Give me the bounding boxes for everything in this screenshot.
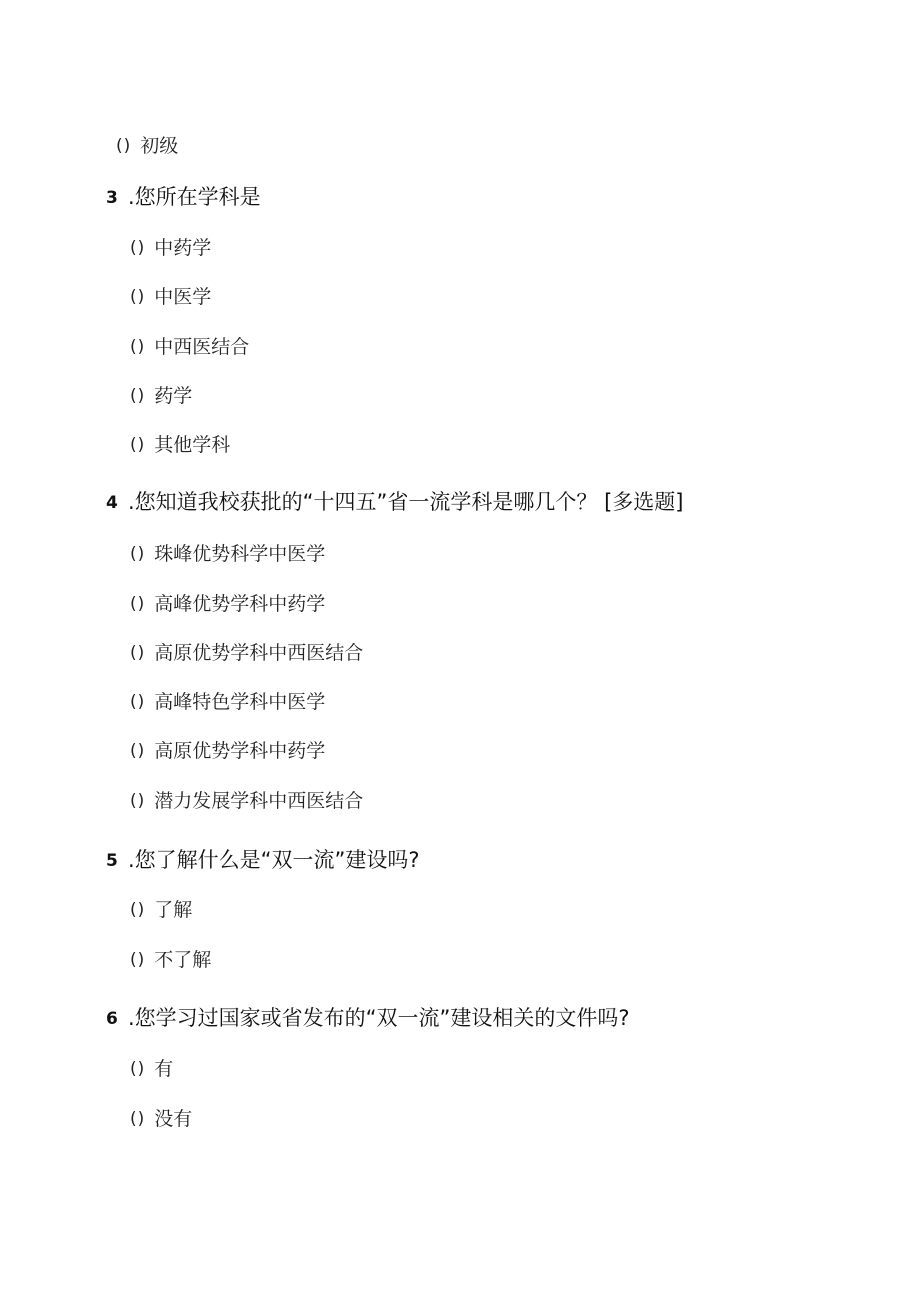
option-q4-3[interactable] (130, 644, 363, 663)
option-label: 高峰特色学科中医学 (154, 691, 326, 713)
option-label: 有 (154, 1058, 174, 1080)
option-q4-5[interactable] (130, 742, 325, 761)
option-checkbox[interactable]: () (130, 791, 146, 811)
option-checkbox[interactable]: () (130, 544, 146, 564)
option-checkbox[interactable]: () (130, 287, 146, 307)
option-checkbox[interactable]: () (130, 238, 146, 258)
option-checkbox[interactable]: () (130, 1059, 146, 1079)
question-5 (106, 850, 420, 871)
option-checkbox[interactable]: () (130, 1109, 146, 1129)
question-text: .您所在学科是 (128, 185, 261, 209)
option-zhongyixue[interactable] (130, 288, 211, 307)
option-checkbox[interactable]: () (130, 337, 146, 357)
option-zhongxiyi[interactable] (130, 338, 249, 357)
option-checkbox[interactable]: () (116, 136, 132, 156)
option-label: 了解 (154, 899, 193, 921)
option-label: 中医学 (154, 286, 212, 308)
option-label: 其他学科 (154, 434, 231, 456)
option-q4-6[interactable] (130, 792, 363, 811)
option-label: 珠峰优势科学中医学 (154, 543, 326, 565)
question-number: 5 (106, 851, 118, 871)
option-checkbox[interactable]: () (130, 643, 146, 663)
question-4 (106, 492, 684, 513)
option-checkbox[interactable]: () (130, 900, 146, 920)
option-zhongyaoxue[interactable] (130, 239, 211, 258)
option-label: 高峰优势学科中药学 (154, 593, 326, 615)
option-checkbox[interactable]: () (130, 692, 146, 712)
option-yaoxue[interactable] (130, 387, 192, 406)
question-number: 3 (106, 188, 118, 208)
option-q4-4[interactable] (130, 693, 325, 712)
option-label: 没有 (154, 1108, 193, 1130)
option-checkbox[interactable]: () (130, 594, 146, 614)
option-chuji[interactable] (116, 137, 178, 156)
option-checkbox[interactable]: () (130, 386, 146, 406)
option-label: 不了解 (154, 949, 212, 971)
option-q4-1[interactable] (130, 545, 325, 564)
option-you[interactable] (130, 1060, 173, 1079)
question-text: .您知道我校获批的“十四五”省一流学科是哪几个？ [多选题] (128, 490, 684, 514)
option-label: 药学 (154, 385, 193, 407)
question-text: .您学习过国家或省发布的“双一流”建设相关的文件吗? (128, 1006, 630, 1030)
option-checkbox[interactable]: () (130, 950, 146, 970)
option-label: 潜力发展学科中西医结合 (154, 790, 364, 812)
option-meiyou[interactable] (130, 1110, 192, 1129)
option-buliaojie[interactable] (130, 951, 211, 970)
option-label: 中药学 (154, 237, 212, 259)
option-liaojie[interactable] (130, 901, 192, 920)
option-q4-2[interactable] (130, 595, 325, 614)
option-checkbox[interactable]: () (130, 741, 146, 761)
option-checkbox[interactable]: () (130, 435, 146, 455)
question-6 (106, 1008, 630, 1029)
question-3 (106, 187, 261, 208)
question-number: 6 (106, 1009, 118, 1029)
option-label: 高原优势学科中药学 (154, 740, 326, 762)
question-text: .您了解什么是“双一流”建设吗? (128, 848, 420, 872)
option-label: 高原优势学科中西医结合 (154, 642, 364, 664)
question-number: 4 (106, 493, 118, 513)
option-label: 初级 (140, 135, 179, 157)
option-qita[interactable] (130, 436, 230, 455)
option-label: 中西医结合 (154, 336, 250, 358)
